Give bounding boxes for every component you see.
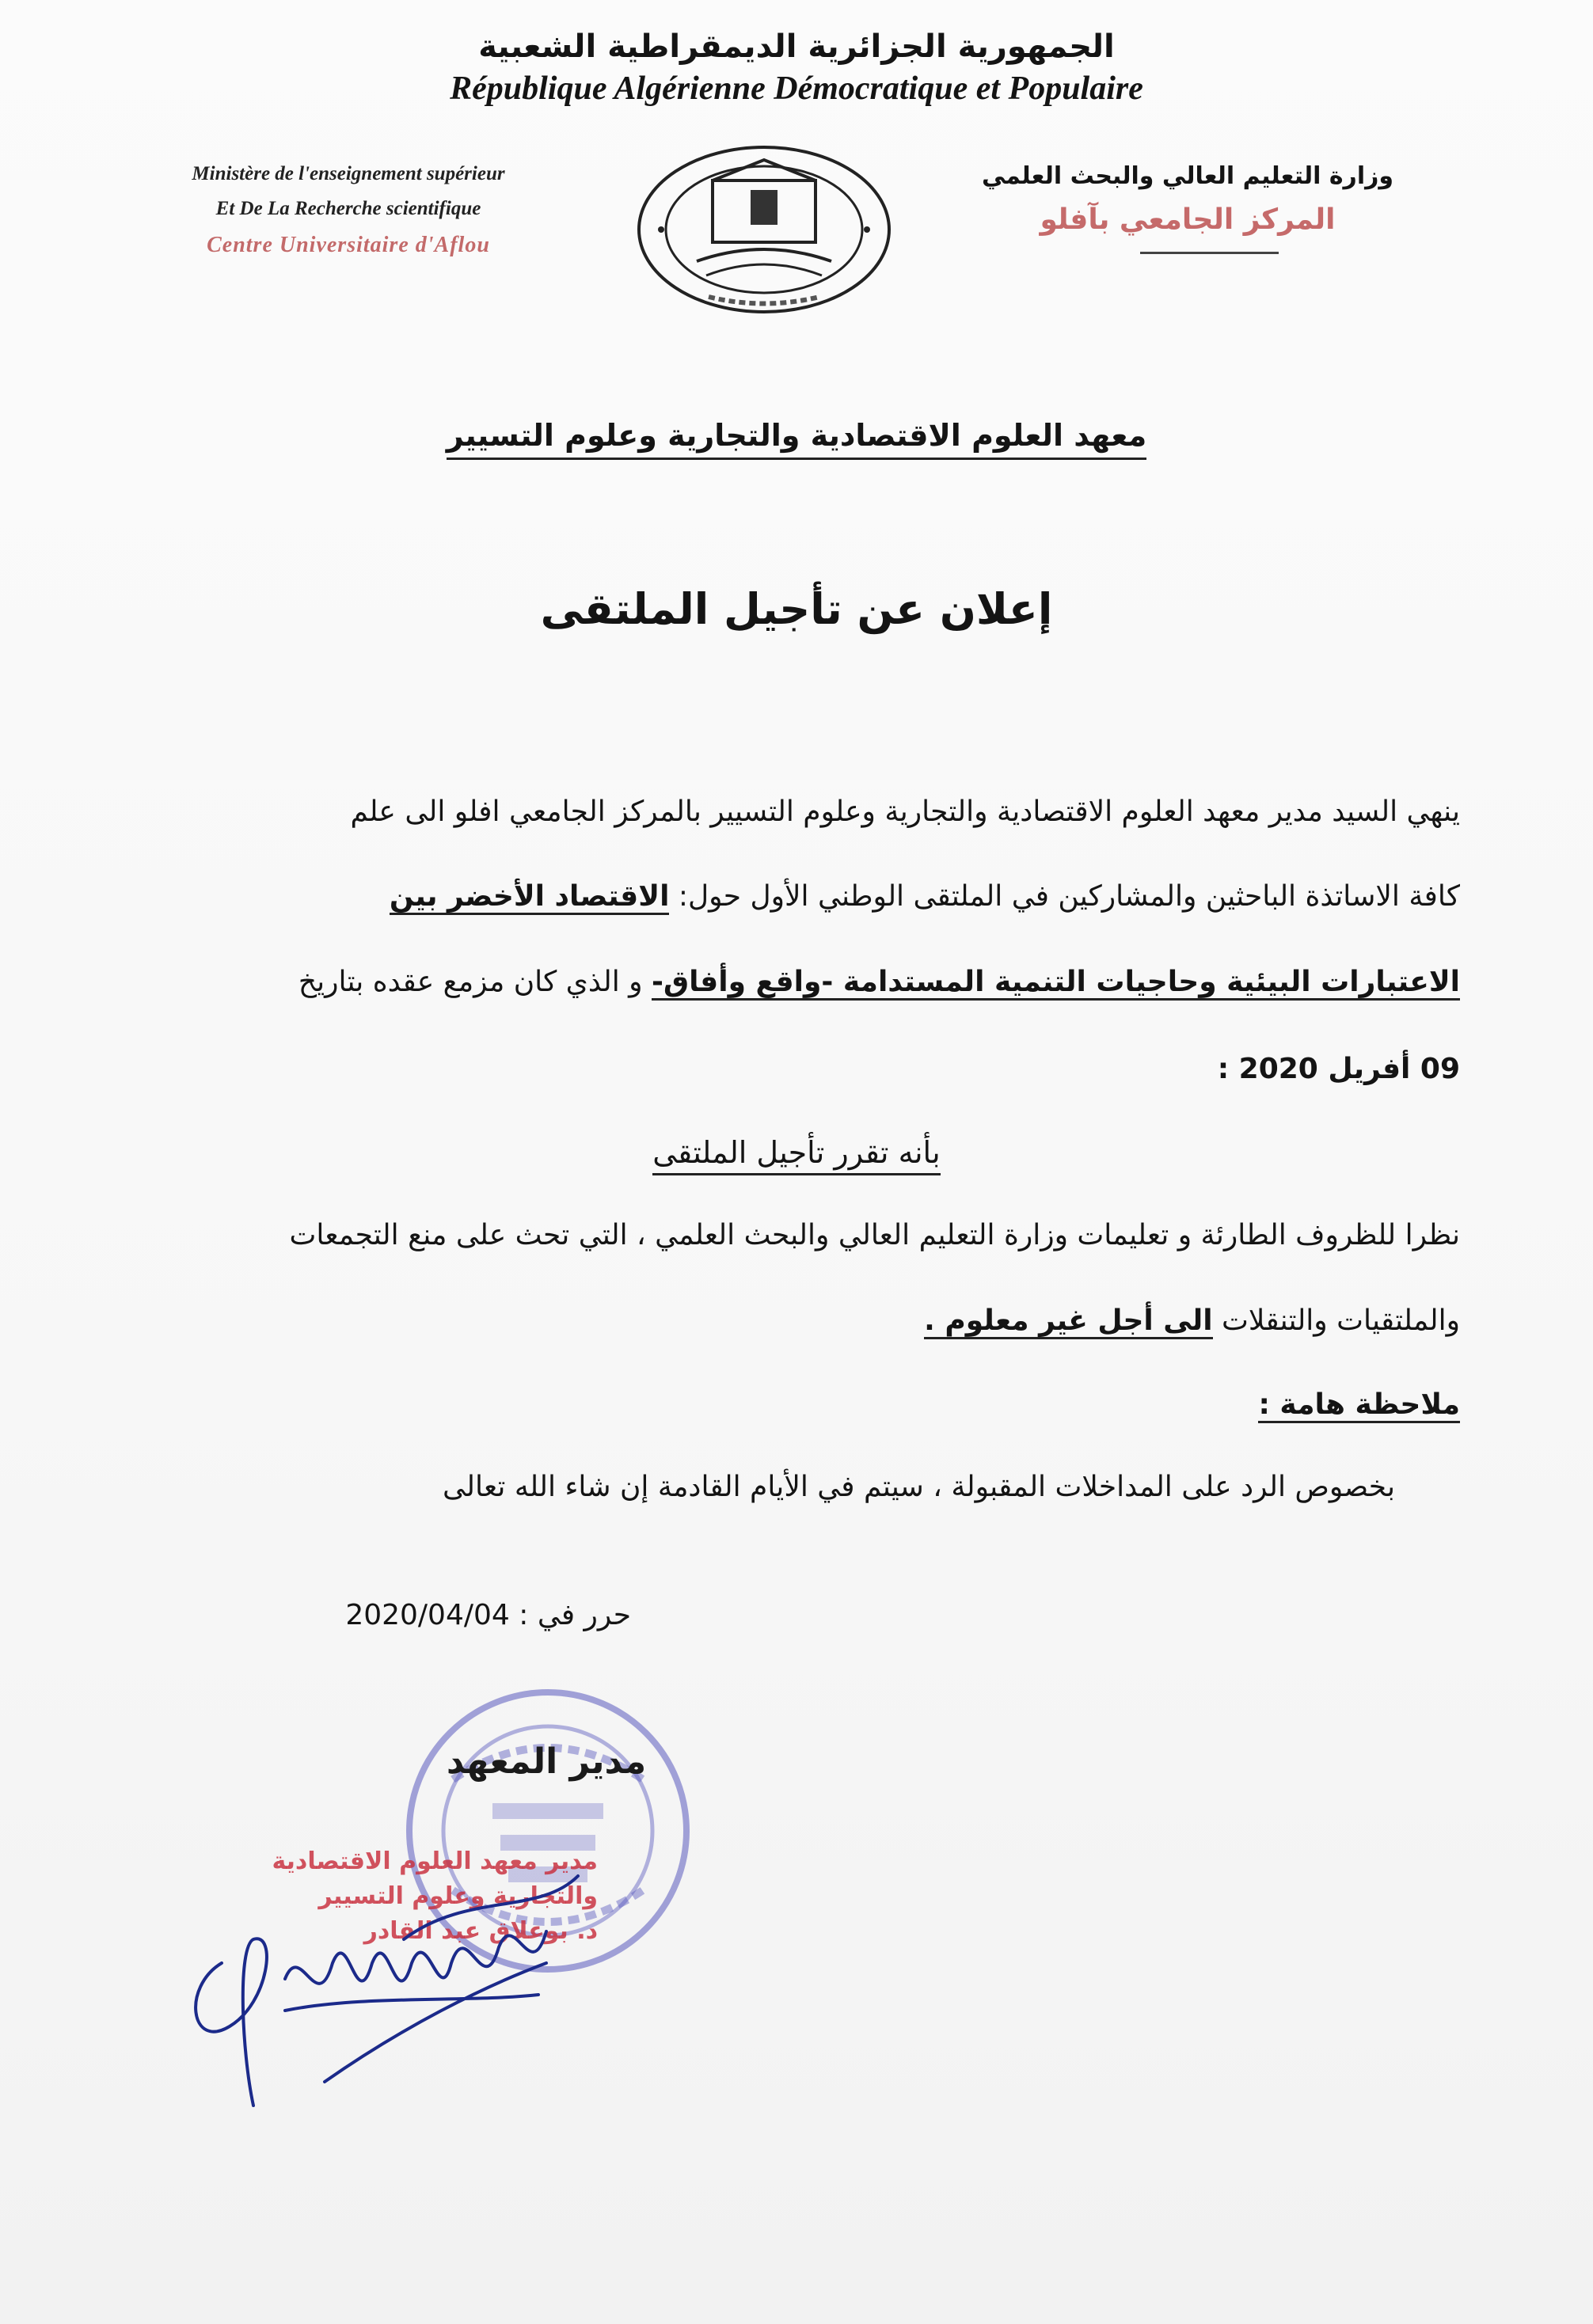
topic-title-part2: الاعتبارات البيئية وحاجيات التنمية المستدامة -واقع وأفاق- <box>652 966 1460 1001</box>
ministry-fr-line1: Ministère de l'enseignement supérieur <box>192 163 505 184</box>
body-line-6-text: والملتقيات والتنقلات <box>1212 1304 1460 1337</box>
ministry-ar-underline <box>1140 252 1279 254</box>
republic-name-french: République Algérienne Démocratique et Populaire <box>450 70 1143 107</box>
event-date: 09 أفريل 2020 : <box>1217 1053 1460 1085</box>
ministry-ar-line1: وزارة التعليم العالي والبحث العلمي <box>981 162 1394 190</box>
body-line-5: نظرا للظروف الطارئة و تعليمات وزارة التعليم العالي والبحث العلمي ، التي تحث على منع التجمعات <box>289 1219 1460 1251</box>
university-seal-logo <box>633 142 895 317</box>
announcement-title: إعلان عن تأجيل الملتقى <box>540 584 1053 634</box>
ministry-fr-line2: Et De La Recherche scientifique <box>215 198 481 219</box>
important-note-label: ملاحظة هامة : <box>1258 1388 1460 1423</box>
decision-text: بأنه تقرر تأجيل الملتقى <box>652 1135 940 1175</box>
issue-date: حرر في : 2020/04/04 <box>345 1599 631 1631</box>
ministry-ar-line2: المركز الجامعي بآفلو <box>1040 203 1336 236</box>
institute-name <box>396 418 1197 453</box>
institute-name-text: معهد العلوم الاقتصادية والتجارية وعلوم التسيير <box>447 418 1147 460</box>
postponement-duration: الى أجل غير معلوم . <box>924 1304 1212 1339</box>
body-line-1: ينهي السيد مدير معهد العلوم الاقتصادية والتجارية وعلوم التسيير بالمركز الجامعي افلو الى علم <box>350 796 1460 828</box>
important-note-label-line <box>1258 1388 1460 1421</box>
important-note-text: بخصوص الرد على المداخلات المقبولة ، سيتم في الأيام القادمة إن شاء الله تعالى <box>443 1471 1395 1503</box>
body-line-2 <box>390 880 1460 913</box>
handwritten-signature <box>166 1844 641 2145</box>
ministry-block-arabic <box>934 155 1441 242</box>
director-title: مدير المعهد <box>446 1741 647 1782</box>
stamp-line-3: د. بوعلاق عبد القادر <box>363 1917 598 1945</box>
body-line-6 <box>924 1304 1460 1337</box>
stamp-line-2: والتجارية وعلوم التسيير <box>318 1882 598 1910</box>
republic-name-arabic: الجمهورية الجزائرية الديمقراطية الشعبية <box>478 28 1115 65</box>
body-line-2-text: كافة الاساتذة الباحثين والمشاركين في الملتقى الوطني الأول حول: <box>678 880 1460 913</box>
body-line-3 <box>298 966 1460 998</box>
topic-title-part1: الاقتصاد الأخضر بين <box>390 880 670 915</box>
stamp-line-1: مدير معهد العلوم الاقتصادية <box>272 1847 598 1875</box>
decision-line <box>0 1135 1593 1170</box>
ministry-block-french <box>111 157 586 264</box>
ministry-fr-line3: Centre Universitaire d'Aflou <box>207 233 490 257</box>
body-line-3-text: و الذي كان مزمع عقده بتاريخ <box>298 966 643 998</box>
